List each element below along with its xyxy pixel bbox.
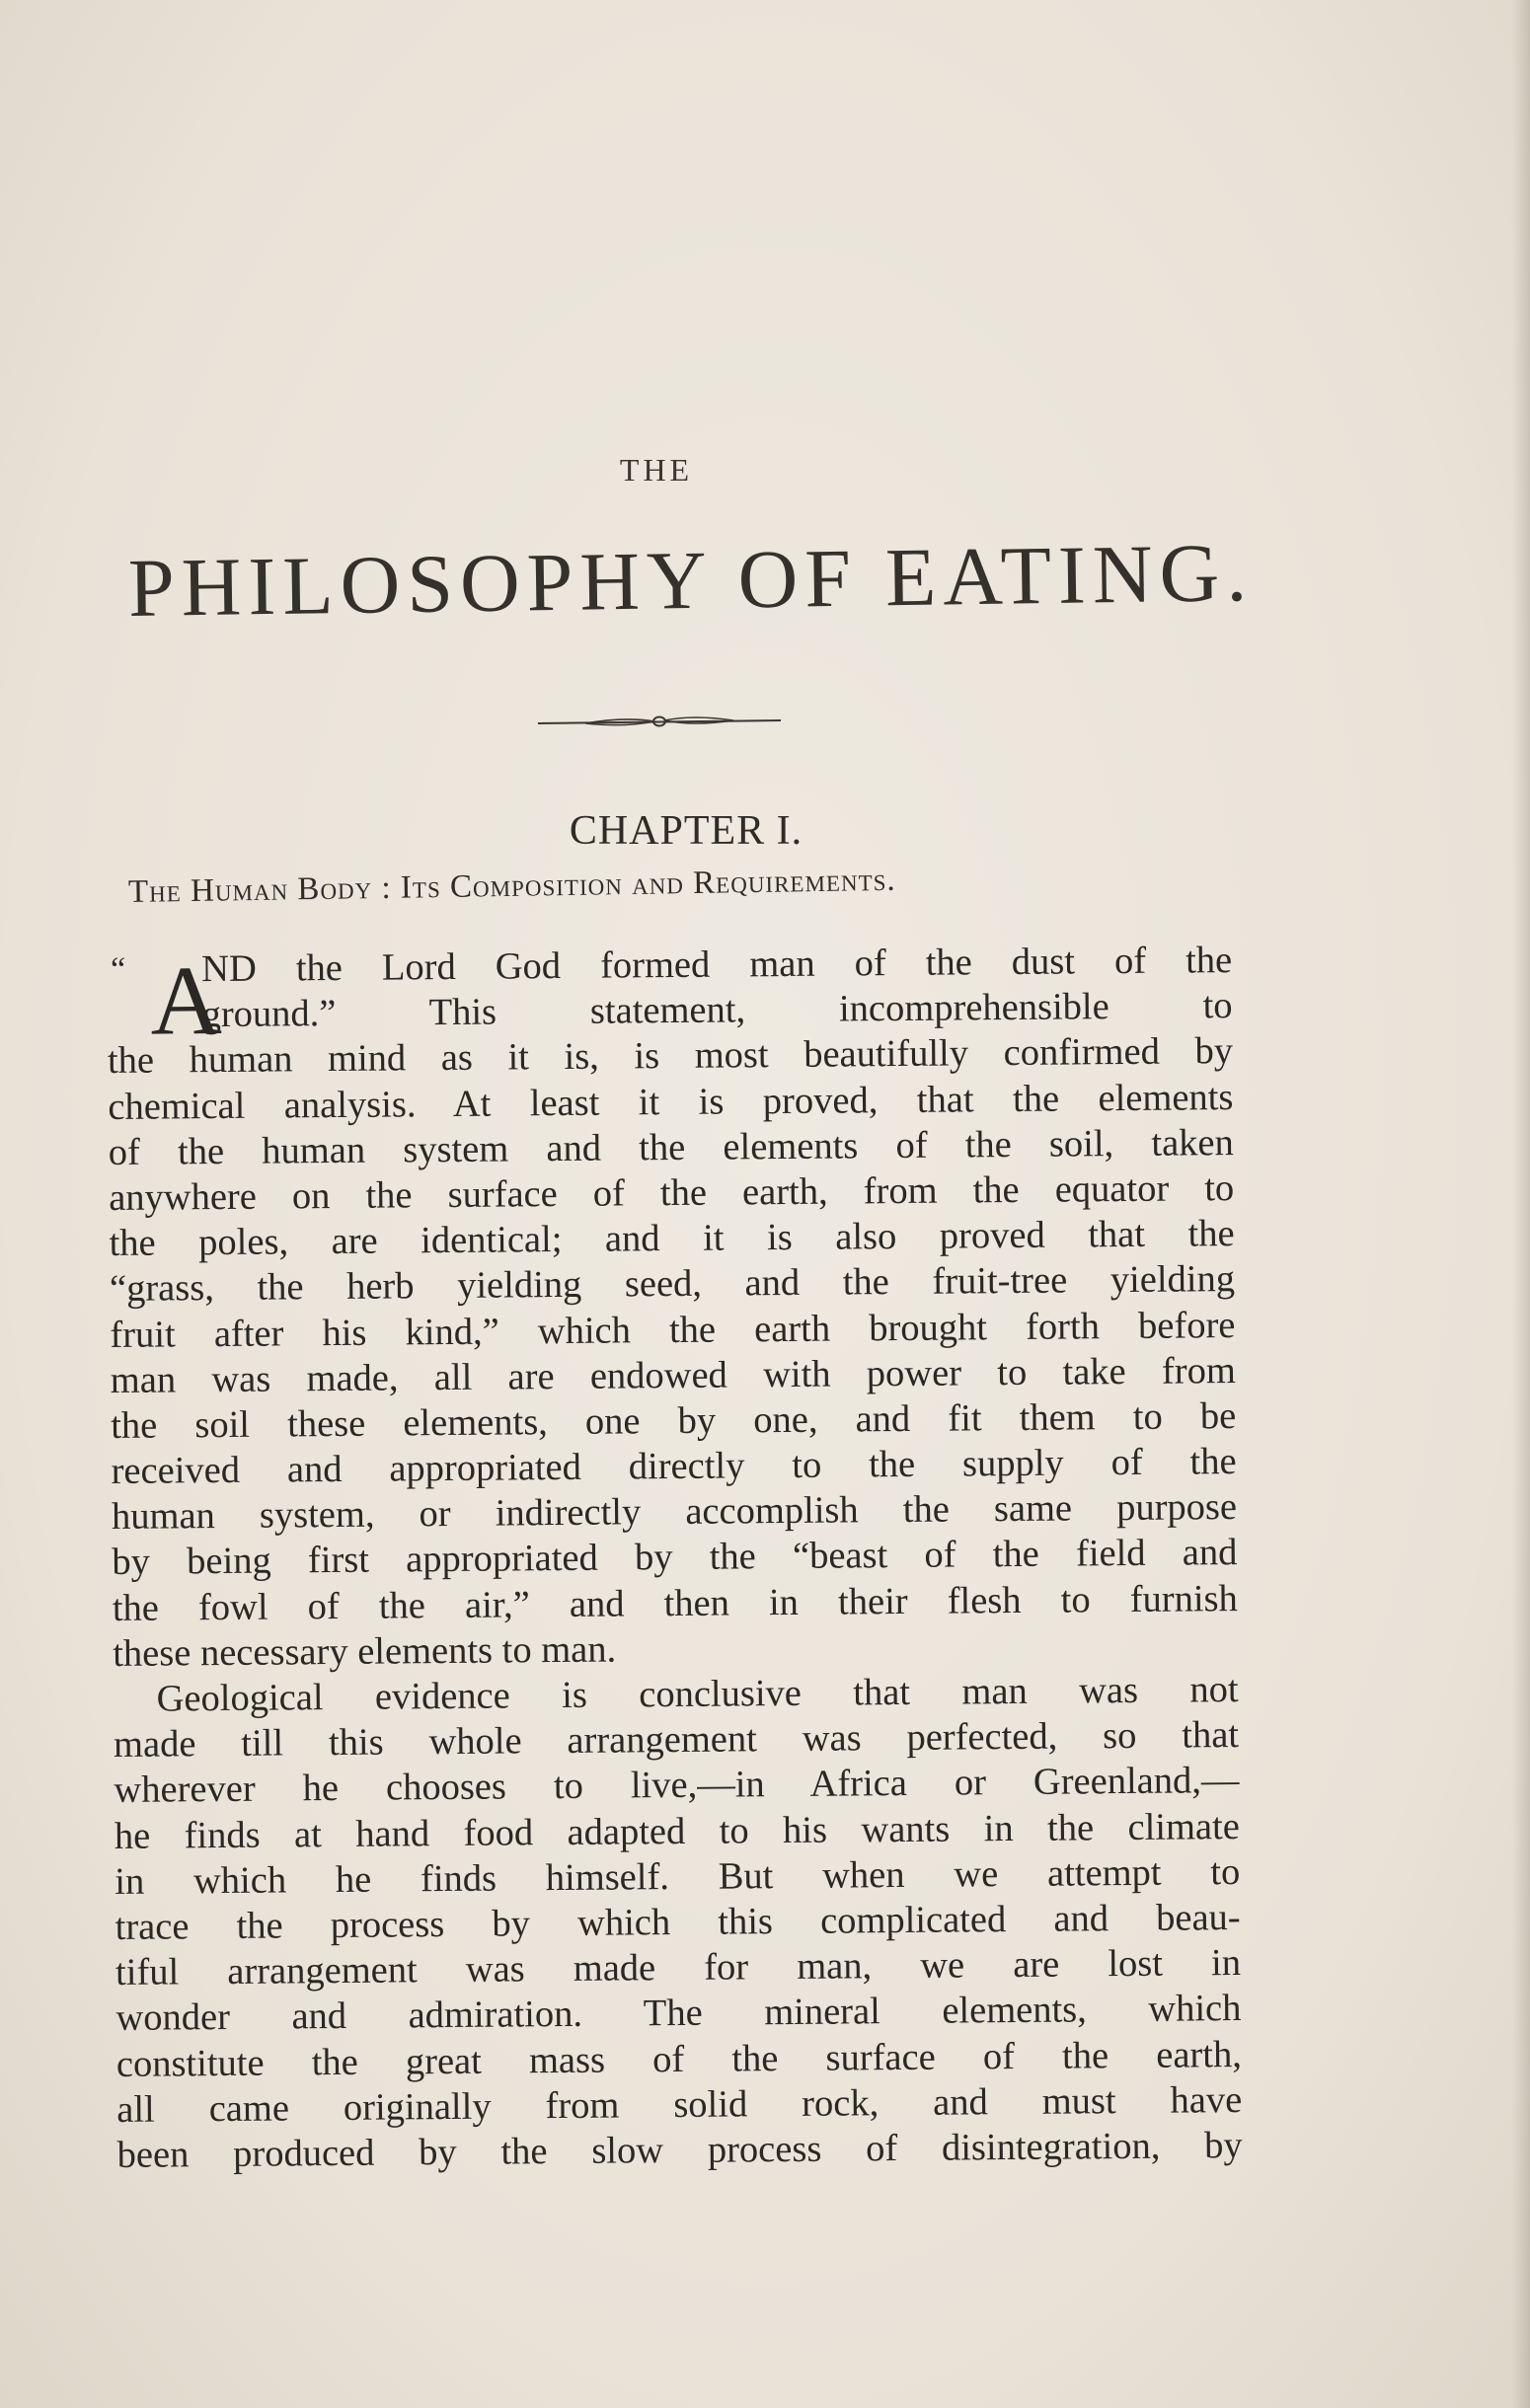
text-line: chemical analysis. At least it is proved, that the elements: [108, 1076, 1234, 1128]
ornament-divider: [536, 703, 783, 742]
text-line: ground.” This statement, incomprehensible to: [201, 985, 1233, 1036]
chapter-heading: CHAPTER I.: [569, 808, 803, 854]
pre-title: THE: [619, 452, 694, 488]
text-line: “grass, the herb yielding seed, and the fruit-tree yielding: [109, 1258, 1236, 1311]
text-line: wherever he chooses to live,—in Africa or Greenland,—: [114, 1760, 1240, 1812]
text-line: anywhere on the surface of the earth, from the equator to: [109, 1166, 1235, 1219]
text-line: wonder and admiration. The mineral elements, which: [115, 1988, 1242, 2040]
drop-cap: A: [149, 944, 223, 1056]
text-line: tiful arrangement was made for man, we are lost in: [115, 1942, 1242, 1994]
opening-quote: “: [111, 950, 126, 988]
text-line: of the human system and the elements of the soil, taken: [108, 1121, 1234, 1173]
text-line: the human mind as it is, is most beautifully confirmed by: [107, 1030, 1234, 1083]
text-line: been produced by the slow process of disintegration, by: [116, 2124, 1243, 2176]
text-line: constitute the great mass of the surface of the earth,: [115, 2033, 1243, 2085]
text-line: the poles, are identical; and it is also proved that the: [109, 1213, 1235, 1265]
text-line: fruit after his kind,” which the earth brought forth before: [110, 1304, 1236, 1356]
text-line: in which he finds himself. But when we attempt to: [115, 1850, 1241, 1903]
text-line: ND the Lord God formed man of the dust of the: [201, 940, 1233, 991]
text-line: Geological evidence is conclusive that man was not: [156, 1669, 1239, 1720]
chapter-subtitle: The Human Body : Its Composition and Requirements.: [127, 862, 896, 910]
text-line: made till this whole arrangement was perfected, so that: [113, 1714, 1240, 1767]
page-edge-shadow: [1512, 0, 1530, 2408]
book-title: PHILOSOPHY OF EATING.: [127, 527, 1255, 635]
text-line: human system, or indirectly accomplish the same purpose: [111, 1486, 1238, 1539]
text-line: all came originally from solid rock, and must have: [116, 2078, 1243, 2131]
text-line: by being first appropriated by the “beast of the field and: [112, 1532, 1238, 1584]
text-line: he finds at hand food adapted to his wants in the climate: [114, 1805, 1240, 1857]
text-line: the fowl of the air,” and then in their flesh to furnish: [112, 1577, 1238, 1629]
text-line: the soil these elements, one by one, and fit them to be: [111, 1394, 1237, 1447]
text-line: these necessary elements to man.: [113, 1628, 617, 1675]
text-line: man was made, all are endowed with power to take from: [110, 1349, 1236, 1401]
body-text: [107, 938, 1243, 2178]
text-line: trace the process by which this complicated and beau-: [115, 1896, 1241, 1948]
text-line: received and appropriated directly to the supply of the: [111, 1441, 1237, 1493]
